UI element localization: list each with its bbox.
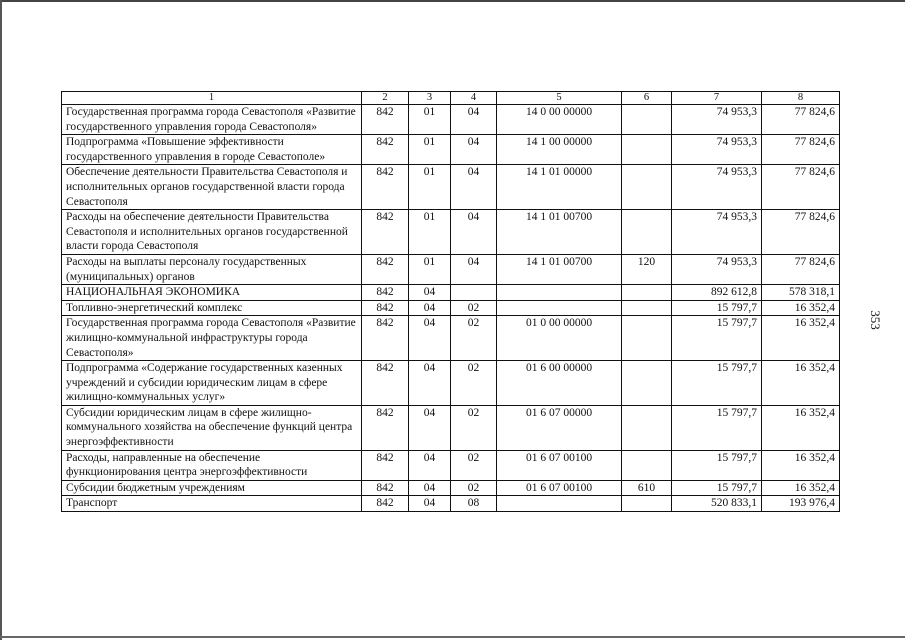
cell-expense-type [622, 300, 672, 316]
table-header-row [62, 92, 840, 105]
cell-amount-year-1: 15 797,7 [672, 450, 762, 480]
cell-subsection: 02 [451, 316, 497, 361]
cell-target-article: 01 6 07 00100 [497, 480, 622, 496]
cell-section: 04 [409, 405, 451, 450]
page-number: 353 [868, 310, 883, 330]
cell-ministry-code: 842 [362, 405, 409, 450]
table-row [62, 496, 840, 512]
cell-name: Субсидии юридическим лицам в сфере жилищно-коммунального хозяйства на обеспечение функций центра энергоэффективности [62, 405, 362, 450]
header-cell: 2 [362, 92, 409, 105]
cell-name: Расходы на выплаты персоналу государственных (муниципальных) органов [62, 254, 362, 284]
cell-amount-year-1: 74 953,3 [672, 105, 762, 135]
table-row [62, 135, 840, 165]
cell-target-article: 14 1 01 00000 [497, 165, 622, 210]
cell-section: 04 [409, 496, 451, 512]
cell-target-article: 01 0 00 00000 [497, 316, 622, 361]
cell-section: 01 [409, 254, 451, 284]
cell-expense-type [622, 316, 672, 361]
cell-subsection: 04 [451, 165, 497, 210]
cell-amount-year-1: 15 797,7 [672, 405, 762, 450]
budget-table [61, 91, 840, 512]
cell-expense-type [622, 361, 672, 406]
cell-ministry-code: 842 [362, 361, 409, 406]
table-row [62, 450, 840, 480]
cell-amount-year-2: 77 824,6 [762, 135, 840, 165]
cell-target-article: 14 1 01 00700 [497, 254, 622, 284]
table-row [62, 361, 840, 406]
cell-subsection: 02 [451, 480, 497, 496]
cell-subsection: 02 [451, 361, 497, 406]
cell-amount-year-1: 74 953,3 [672, 254, 762, 284]
cell-target-article [497, 496, 622, 512]
cell-name: Топливно-энергетический комплекс [62, 300, 362, 316]
cell-subsection: 04 [451, 105, 497, 135]
cell-amount-year-2: 16 352,4 [762, 300, 840, 316]
table-row [62, 480, 840, 496]
cell-expense-type: 610 [622, 480, 672, 496]
cell-amount-year-1: 520 833,1 [672, 496, 762, 512]
cell-amount-year-1: 15 797,7 [672, 300, 762, 316]
cell-section: 04 [409, 361, 451, 406]
cell-section: 01 [409, 210, 451, 255]
cell-amount-year-2: 77 824,6 [762, 254, 840, 284]
cell-amount-year-2: 77 824,6 [762, 210, 840, 255]
header-cell: 7 [672, 92, 762, 105]
header-cell: 3 [409, 92, 451, 105]
cell-ministry-code: 842 [362, 480, 409, 496]
cell-amount-year-1: 15 797,7 [672, 316, 762, 361]
cell-section: 04 [409, 450, 451, 480]
cell-section: 04 [409, 480, 451, 496]
cell-subsection: 02 [451, 450, 497, 480]
cell-name: Государственная программа города Севастополя «Развитие жилищно-коммунальной инфраструктуры города Севастополя» [62, 316, 362, 361]
cell-ministry-code: 842 [362, 210, 409, 255]
header-cell: 4 [451, 92, 497, 105]
cell-amount-year-1: 892 612,8 [672, 285, 762, 301]
cell-subsection: 04 [451, 210, 497, 255]
cell-amount-year-1: 74 953,3 [672, 210, 762, 255]
cell-amount-year-1: 74 953,3 [672, 165, 762, 210]
cell-target-article: 14 0 00 00000 [497, 105, 622, 135]
cell-name: Обеспечение деятельности Правительства Севастополя и исполнительных органов государственной власти города Севастополя [62, 165, 362, 210]
cell-subsection: 02 [451, 300, 497, 316]
cell-ministry-code: 842 [362, 165, 409, 210]
scan-edge-bottom [0, 636, 905, 638]
cell-target-article: 01 6 00 00000 [497, 361, 622, 406]
cell-section: 01 [409, 135, 451, 165]
table-row [62, 316, 840, 361]
table-row [62, 105, 840, 135]
cell-ministry-code: 842 [362, 105, 409, 135]
cell-subsection: 04 [451, 254, 497, 284]
scan-edge-left [0, 0, 2, 640]
cell-target-article: 01 6 07 00000 [497, 405, 622, 450]
cell-section: 04 [409, 316, 451, 361]
cell-target-article: 14 1 01 00700 [497, 210, 622, 255]
cell-expense-type [622, 285, 672, 301]
table-row [62, 254, 840, 284]
header-cell: 5 [497, 92, 622, 105]
table-row [62, 405, 840, 450]
cell-target-article [497, 300, 622, 316]
cell-section: 01 [409, 105, 451, 135]
cell-ministry-code: 842 [362, 316, 409, 361]
cell-target-article: 01 6 07 00100 [497, 450, 622, 480]
cell-amount-year-2: 16 352,4 [762, 450, 840, 480]
header-cell: 8 [762, 92, 840, 105]
cell-ministry-code: 842 [362, 135, 409, 165]
cell-target-article [497, 285, 622, 301]
cell-expense-type [622, 165, 672, 210]
header-cell: 1 [62, 92, 362, 105]
cell-name: Транспорт [62, 496, 362, 512]
cell-subsection: 02 [451, 405, 497, 450]
cell-amount-year-2: 16 352,4 [762, 316, 840, 361]
cell-section: 01 [409, 165, 451, 210]
cell-name: Субсидии бюджетным учреждениям [62, 480, 362, 496]
cell-amount-year-2: 77 824,6 [762, 165, 840, 210]
cell-subsection [451, 285, 497, 301]
cell-subsection: 08 [451, 496, 497, 512]
cell-expense-type [622, 135, 672, 165]
cell-expense-type [622, 210, 672, 255]
cell-ministry-code: 842 [362, 450, 409, 480]
table-row [62, 165, 840, 210]
cell-ministry-code: 842 [362, 254, 409, 284]
cell-expense-type [622, 105, 672, 135]
cell-section: 04 [409, 300, 451, 316]
cell-name: Подпрограмма «Содержание государственных казенных учреждений и субсидии юридическим лицам в сфере жилищно-коммунальных услуг» [62, 361, 362, 406]
cell-amount-year-1: 15 797,7 [672, 361, 762, 406]
cell-amount-year-1: 15 797,7 [672, 480, 762, 496]
cell-name: Расходы на обеспечение деятельности Правительства Севастополя и исполнительных органов государственной власти города Севастополя [62, 210, 362, 255]
cell-subsection: 04 [451, 135, 497, 165]
cell-expense-type: 120 [622, 254, 672, 284]
cell-expense-type [622, 405, 672, 450]
cell-amount-year-2: 16 352,4 [762, 361, 840, 406]
cell-ministry-code: 842 [362, 285, 409, 301]
cell-section: 04 [409, 285, 451, 301]
cell-amount-year-2: 578 318,1 [762, 285, 840, 301]
header-cell: 6 [622, 92, 672, 105]
cell-amount-year-2: 77 824,6 [762, 105, 840, 135]
cell-name: Подпрограмма «Повышение эффективности государственного управления в городе Севастополе» [62, 135, 362, 165]
cell-expense-type [622, 450, 672, 480]
cell-ministry-code: 842 [362, 300, 409, 316]
cell-amount-year-2: 16 352,4 [762, 405, 840, 450]
table-row [62, 285, 840, 301]
table-row [62, 210, 840, 255]
cell-name: НАЦИОНАЛЬНАЯ ЭКОНОМИКА [62, 285, 362, 301]
table-row [62, 300, 840, 316]
cell-amount-year-1: 74 953,3 [672, 135, 762, 165]
cell-name: Расходы, направленные на обеспечение функционирования центра энергоэффективности [62, 450, 362, 480]
cell-amount-year-2: 16 352,4 [762, 480, 840, 496]
cell-amount-year-2: 193 976,4 [762, 496, 840, 512]
cell-target-article: 14 1 00 00000 [497, 135, 622, 165]
cell-ministry-code: 842 [362, 496, 409, 512]
cell-name: Государственная программа города Севастополя «Развитие государственного управления города Севастополя» [62, 105, 362, 135]
cell-expense-type [622, 496, 672, 512]
scan-edge-top [0, 0, 905, 2]
